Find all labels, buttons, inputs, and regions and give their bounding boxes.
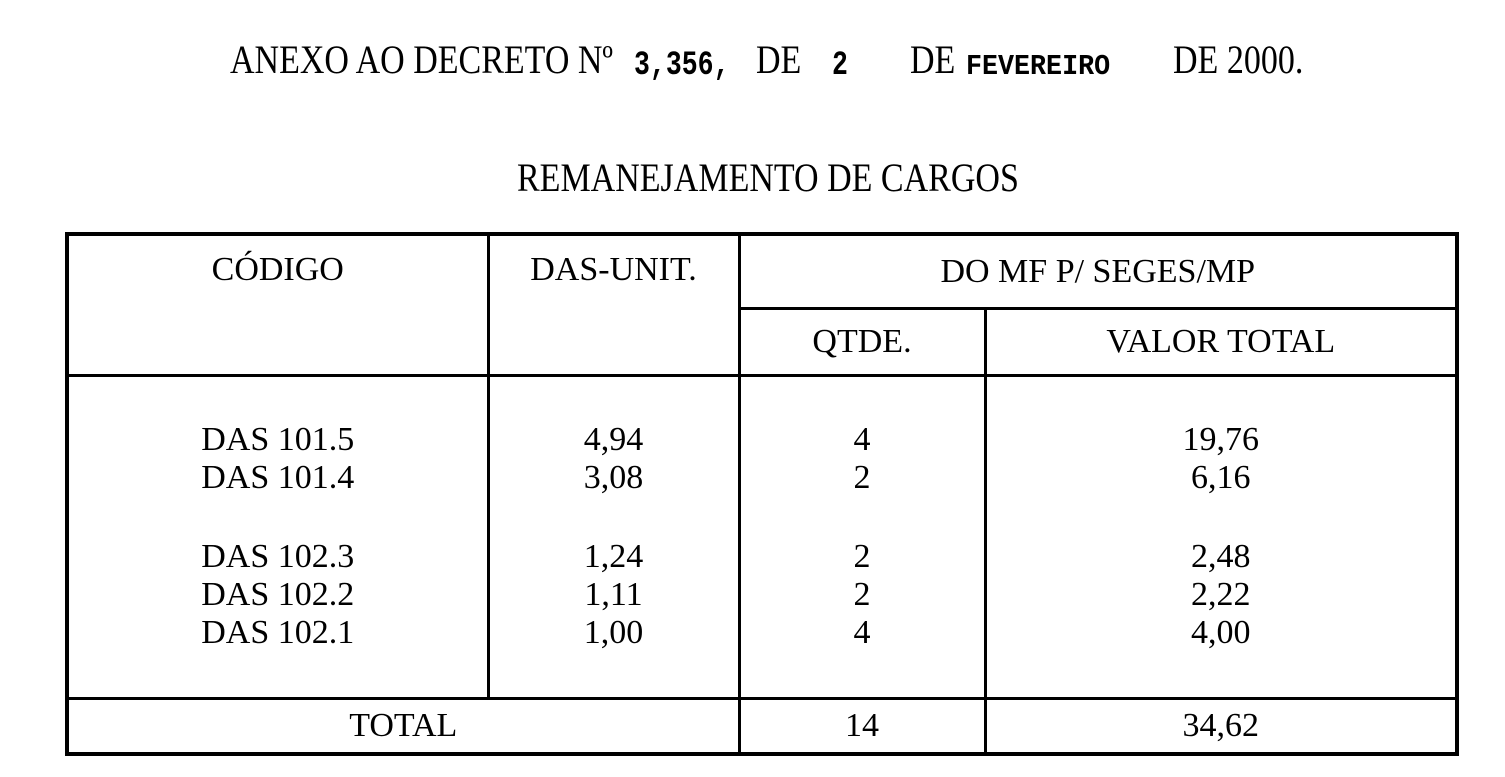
table-row: [67, 614, 1457, 652]
table-row: [67, 538, 1457, 576]
cell-qtde: 2: [739, 576, 985, 614]
header-cell-qtde: QTDE.: [739, 309, 985, 376]
cell-valor-total: 4,00: [1191, 614, 1251, 652]
cell-valor-total: 2,48: [1191, 538, 1251, 576]
cell-das-unit: 1,11: [488, 576, 739, 614]
table-row: [67, 421, 1457, 459]
cell-das-unit: 1,24: [488, 538, 739, 576]
title-prefix: ANEXO AO DECRETO Nº: [230, 37, 613, 82]
cell-qtde: 2: [739, 459, 985, 497]
header-cell-codigo: CÓDIGO: [67, 234, 488, 376]
title-year-suffix: DE 2000.: [1173, 37, 1304, 82]
table-header-row-1: [67, 234, 1457, 309]
total-valor-cell: 34,62: [985, 699, 1457, 755]
cell-valor-total: 2,22: [1191, 576, 1251, 614]
remanejamento-table: [65, 232, 1459, 756]
header-cell-group: DO MF P/ SEGES/MP: [739, 234, 1457, 309]
header-cell-valor-total: VALOR TOTAL: [985, 309, 1457, 376]
cell-codigo: DAS 101.4: [67, 459, 488, 497]
title-de-1: DE: [756, 37, 802, 82]
total-label-cell: TOTAL: [67, 699, 739, 755]
body-spacer-top: [67, 376, 1457, 422]
body-spacer-mid: [67, 497, 1457, 538]
document-subtitle: REMANEJAMENTO DE CARGOS: [517, 155, 1019, 200]
cell-das-unit: 4,94: [488, 421, 739, 459]
cell-codigo: DAS 101.5: [67, 421, 488, 459]
cell-codigo: DAS 102.2: [67, 576, 488, 614]
cell-valor-total: 6,16: [1191, 459, 1251, 497]
title-day: 2: [832, 47, 848, 85]
table-row: [67, 459, 1457, 497]
table-total-row: [67, 699, 1457, 755]
cell-qtde: 2: [739, 538, 985, 576]
table-row: [67, 576, 1457, 614]
title-month: FEVEREIRO: [966, 50, 1111, 83]
cell-das-unit: 3,08: [488, 459, 739, 497]
cell-valor-total: 19,76: [1182, 421, 1259, 459]
cell-das-unit: 1,00: [488, 614, 739, 652]
title-de-2: DE: [910, 37, 956, 82]
cell-qtde: 4: [739, 614, 985, 652]
total-qtde-cell: 14: [739, 699, 985, 755]
header-cell-das-unit: DAS-UNIT.: [488, 234, 739, 376]
cell-codigo: DAS 102.1: [67, 614, 488, 652]
cell-qtde: 4: [739, 421, 985, 459]
title-decree-number: 3,356,: [634, 47, 730, 85]
cell-codigo: DAS 102.3: [67, 538, 488, 576]
body-spacer-bottom: [67, 652, 1457, 699]
